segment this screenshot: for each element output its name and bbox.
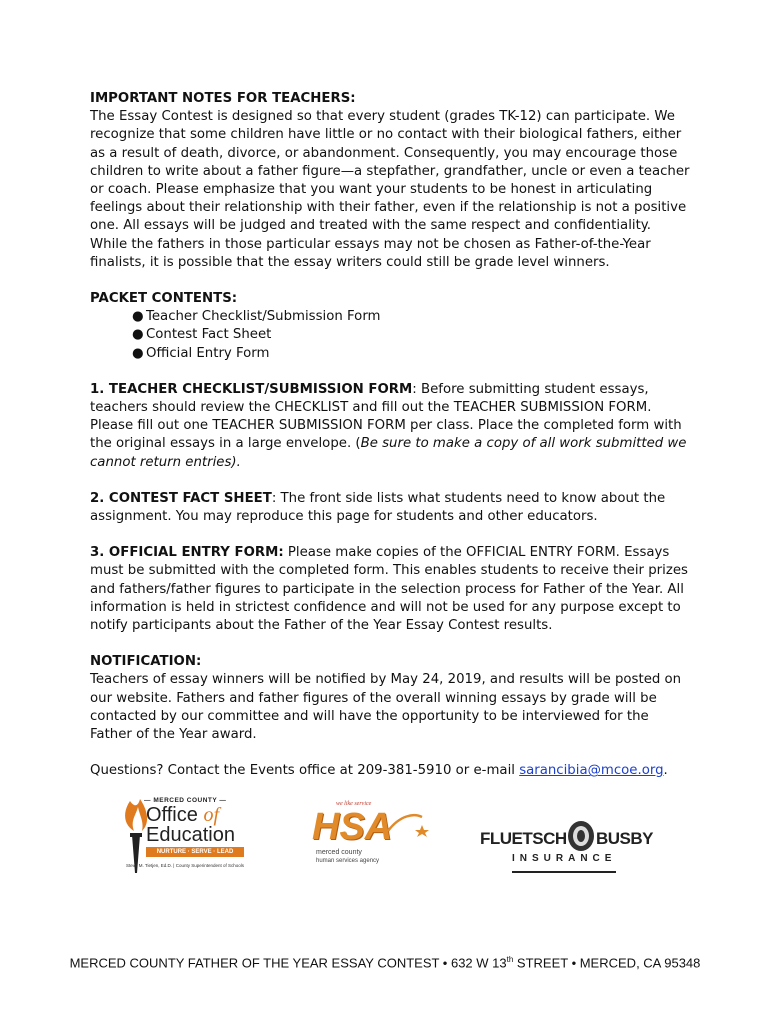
list-item: ● Contest Fact Sheet — [132, 326, 690, 344]
packet-list — [90, 308, 690, 363]
shield-emblem-icon — [566, 819, 596, 853]
page-footer: MERCED COUNTY FATHER OF THE YEAR ESSAY CONTEST • 632 W 13th STREET • MERCED, CA 95348 — [69, 955, 701, 971]
section3-body: Please make copies of the OFFICIAL ENTRY FORM. Essays must be submitted with the completed form. This enables students to receive their prizes and fathers/father figures to participate in the selection process for Father of the Year. All information is held in strictest confidence and will not be used for any purpose except to notify participants about the Father of the Year Essay Contest results. — [90, 545, 688, 634]
section1-paragraph — [90, 381, 690, 472]
insurance-label: INSURANCE — [512, 853, 617, 864]
hsa-line1: merced county — [316, 849, 362, 856]
email-link[interactable]: sarancibia@mcoe.org — [519, 763, 664, 779]
section2-heading: 2. CONTEST FACT SHEET — [90, 490, 272, 506]
bullet-icon: ● — [132, 309, 144, 325]
mcoe-tagline: NURTURE · SERVE · LEAD — [146, 847, 244, 857]
bullet-icon: ● — [132, 327, 144, 343]
section2-body: : The front side lists what students need to know about the assignment. You may reproduce this page for students and other educators. — [90, 490, 666, 525]
section1-body: : Before submitting student essays, teachers should review the CHECKLIST and fill out the TEACHER SUBMISSION FORM. Please fill out one TEACHER SUBMISSION FORM per class. Place the completed form with the original essays in a large envelope. ( — [90, 381, 682, 452]
notes-heading: IMPORTANT NOTES FOR TEACHERS: — [90, 91, 356, 106]
sponsor-logos — [0, 795, 770, 895]
notes-body: The Essay Contest is designed so that every student (grades TK-12) can participate. We recognize that some children have little or no contact with their biological fathers, either as a result of death, divorce, or abandonment. Consequently, you may encourage those children to write about a father figure—a stepfather, grandfather, uncle or even a teacher or coach. Please emphasize that you want your students to be honest in articulating feelings about their relationship with their father, even if the relationship is not a positive one. All essays will be judged and treated with the same respect and confidentiality. While the fathers in those particular essays may not be chosen as Father-of-the-Year finalists, it is possible that the essay writers could still be grade level winners. — [90, 109, 690, 270]
mcoe-of-label: of — [203, 804, 219, 826]
section1-heading: 1. TEACHER CHECKLIST/SUBMISSION FORM — [90, 381, 413, 397]
section3-heading: 3. OFFICIAL ENTRY FORM: — [90, 545, 284, 561]
mcoe-logo: — MERCED COUNTY — Office of Education NURTURE · SERVE · LEAD Steve M. Tietjen, Ed.D. | County Superintendent of Schools — [120, 795, 250, 879]
packet-heading: PACKET CONTENTS: — [90, 291, 238, 307]
mcoe-education-label: Education — [146, 824, 235, 846]
star-swoosh-icon — [386, 807, 430, 837]
mcoe-county-label: MERCED COUNTY — [153, 797, 218, 804]
mcoe-superintendent: Steve M. Tietjen, Ed.D. | County Superintendent of Schools — [126, 863, 244, 868]
section3-paragraph — [90, 544, 690, 635]
list-item: ● Teacher Checklist/Submission Form — [132, 308, 690, 326]
list-item: ● Official Entry Form — [132, 345, 690, 363]
section1-italic-note: Be sure to make a copy of all work submitted we cannot return entries). — [90, 436, 687, 470]
notification-body: Teachers of essay winners will be notified by May 24, 2019, and results will be posted on our website. Fathers and father figures of the overall winning essays by grade will be contacted by our committee and will have the opportunity to be interviewed for the Father of the Year award. — [90, 672, 682, 743]
insurance-underline — [512, 871, 616, 873]
hsa-main-label: HSA — [312, 806, 393, 848]
fluetsch-label: FLUETSCH — [480, 829, 567, 848]
section2-paragraph — [90, 490, 690, 526]
mcoe-office-label: Office — [146, 804, 198, 826]
hsa-logo — [312, 801, 432, 871]
notification-heading: NOTIFICATION: — [90, 654, 202, 670]
bullet-icon: ● — [132, 345, 144, 361]
questions-line: Questions? Contact the Events office at 209-381-5910 or e-mail sarancibia@mcoe.org. — [90, 763, 668, 779]
fluetsch-busby-logo — [480, 817, 655, 877]
busby-label: BUSBY — [596, 829, 654, 848]
document-body — [90, 90, 690, 781]
hsa-line2: human services agency — [316, 858, 380, 864]
hsa-small-label: we like service — [336, 801, 372, 807]
